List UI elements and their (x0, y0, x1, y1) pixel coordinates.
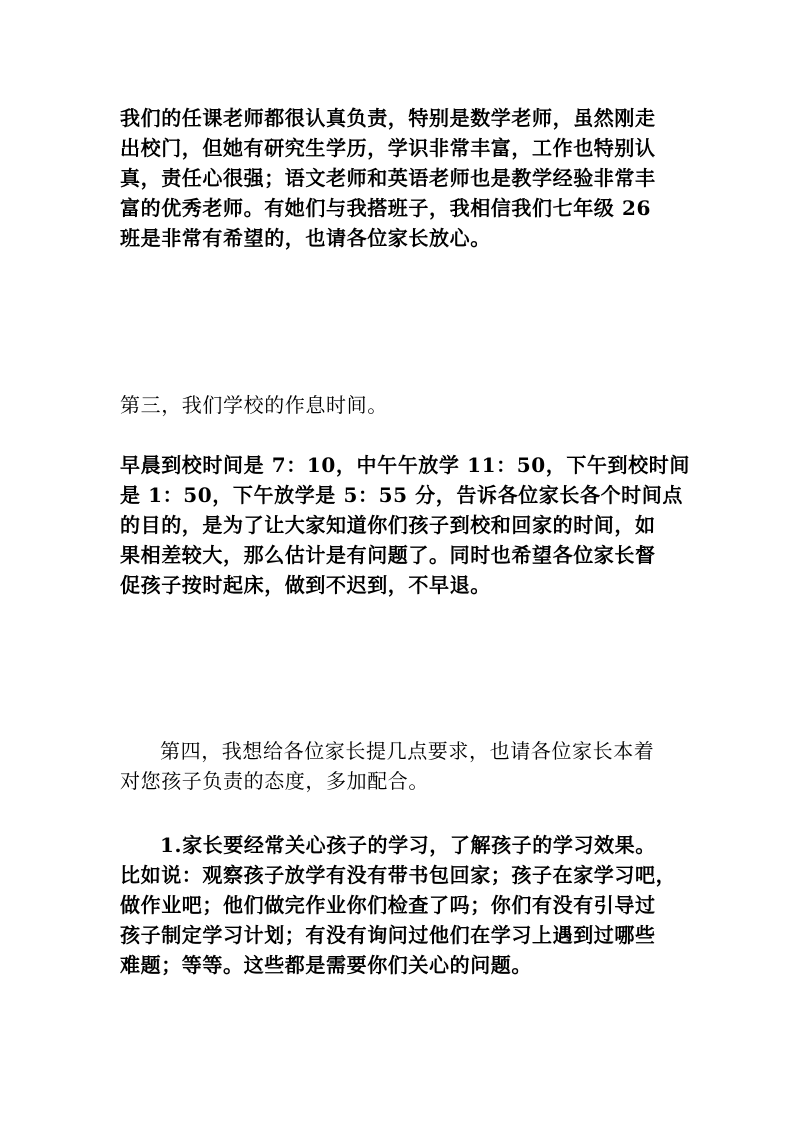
text-line: 难题；等等。这些都是需要你们关心的问题。 (120, 953, 532, 977)
text-line: 早晨到校时间是 7：10，中午午放学 11：50，下午到校时间 (120, 453, 690, 477)
text-line: 是 1：50，下午放学是 5：55 分，告诉各位家长各个时间点 (120, 483, 683, 507)
text-line: 比如说：观察孩子放学有没有带书包回家；孩子在家学习吧， (120, 863, 677, 887)
text-line: 班是非常有希望的，也请各位家长放心。 (120, 226, 491, 250)
text-line: 果相差较大，那么估计是有问题了。同时也希望各位家长督 (120, 543, 656, 567)
text-line: 对您孩子负责的态度，多加配合。 (120, 769, 429, 793)
paragraph-request-1 (120, 830, 690, 980)
text-line: 富的优秀老师。有她们与我搭班子，我相信我们七年级 26 (120, 196, 651, 220)
text-line: 我们的任课老师都很认真负责，特别是数学老师，虽然刚走 (120, 106, 656, 130)
text-line: 促孩子按时起床，做到不迟到，不早退。 (120, 573, 491, 597)
text-line: 孩子制定学习计划；有没有询问过他们在学习上遇到过哪些 (120, 923, 656, 947)
text-line: 第四，我想给各位家长提几点要求，也请各位家长本着 (160, 739, 655, 763)
text-line: 做作业吧；他们做完作业你们检查了吗；你们有没有引导过 (120, 893, 656, 917)
text-line: 真，责任心很强；语文老师和英语老师也是教学经验非常丰 (120, 166, 656, 190)
paragraph-teachers (120, 103, 690, 253)
text-line: 第三，我们学校的作息时间。 (120, 393, 388, 417)
text-line: 1.家长要经常关心孩子的学习，了解孩子的学习效果。 (160, 833, 656, 857)
section-heading-schedule (120, 390, 690, 420)
paragraph-schedule (120, 450, 690, 600)
text-line: 的目的，是为了让大家知道你们孩子到校和回家的时间，如 (120, 513, 656, 537)
text-line: 出校门，但她有研究生学历，学识非常丰富，工作也特别认 (120, 136, 656, 160)
paragraph-requests-intro (120, 736, 690, 796)
